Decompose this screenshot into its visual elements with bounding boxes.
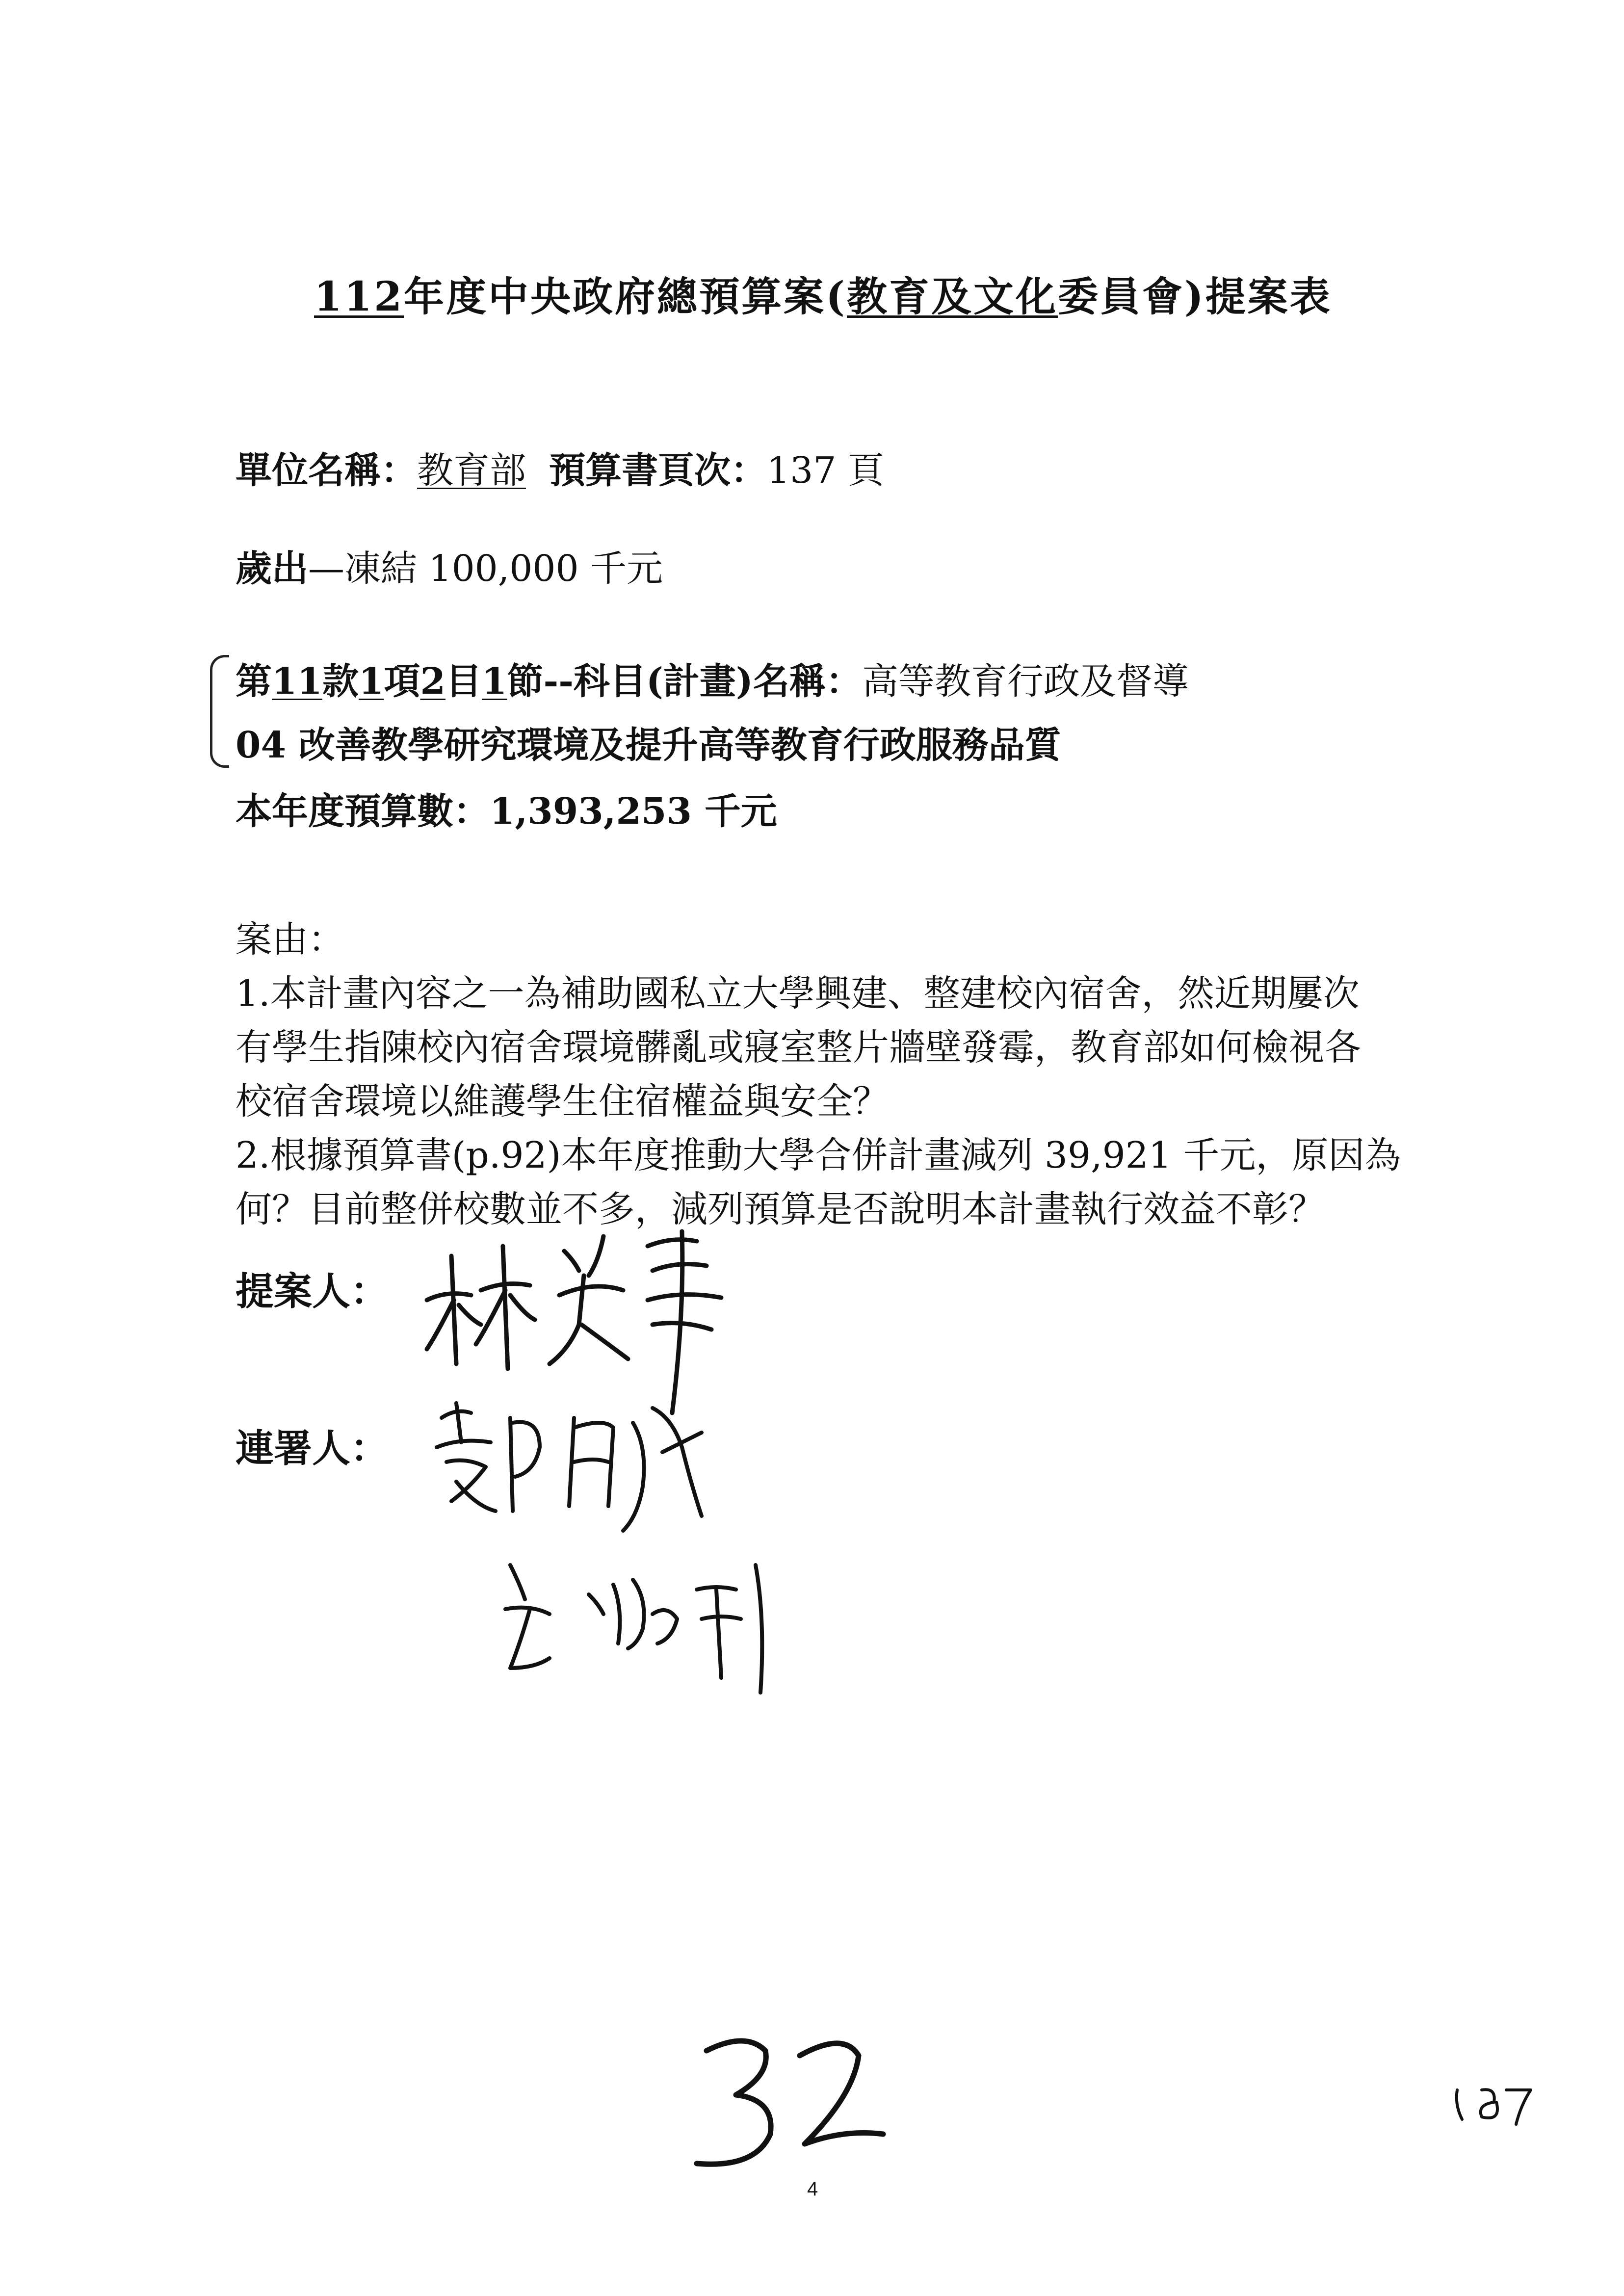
unit-value: 教育部	[417, 449, 526, 492]
reason-label: 案由：	[236, 918, 344, 961]
handwritten-number	[687, 2021, 893, 2183]
budget-label: 本年度預算數：	[236, 790, 490, 833]
budget-page-value: 137 頁	[767, 449, 884, 492]
title-year: 112	[314, 273, 404, 320]
item-prefix: 第	[236, 660, 272, 703]
reason-section	[236, 913, 1401, 1236]
expenditure-value: —凍結 100,000 千元	[308, 548, 663, 590]
reason-line-3: 校宿舍環境以維護學生住宿權益與安全？	[236, 1080, 889, 1122]
item-jie-label: 節--科目(計畫)名稱：	[507, 660, 862, 703]
cosigner-signature-2	[491, 1545, 810, 1707]
budget-value: 1,393,253 千元	[490, 790, 777, 833]
item-mu-label: 目	[445, 660, 482, 703]
item-kuan: 11	[272, 660, 322, 703]
item-jie: 1	[481, 660, 507, 703]
item-name: 高等教育行政及督導	[862, 660, 1189, 703]
item-line-2: 04 改善教學研究環境及提升高等教育行政服務品質	[236, 724, 1061, 766]
item-mu: 2	[420, 660, 445, 703]
handwritten-corner-number	[1447, 2075, 1536, 2134]
item-kuan-label: 款	[322, 660, 359, 703]
expenditure-row	[236, 540, 663, 592]
item-bracket	[210, 655, 229, 768]
proposer-label: 提案人：	[236, 1269, 389, 1314]
cosigner-label: 連署人：	[236, 1426, 389, 1471]
page-title	[314, 265, 1332, 322]
reason-line-5: 何？目前整併校數並不多，減列預算是否說明本計畫執行效益不彰？	[236, 1188, 1325, 1230]
reason-line-2: 有學生指陳校內宿舍環境髒亂或寢室整片牆壁發霉，教育部如何檢視各	[236, 1026, 1361, 1069]
title-prefix: 年度中央政府總預算案(	[404, 273, 847, 320]
cosigner-signature-1	[427, 1388, 746, 1545]
title-committee: 教育及文化	[846, 273, 1058, 320]
item-xiang: 1	[358, 660, 384, 703]
reason-line-4: 2.根據預算書(p.92)本年度推動大學合併計畫減列 39,921 千元，原因為	[236, 1134, 1401, 1176]
unit-row	[236, 442, 884, 494]
unit-label: 單位名稱：	[236, 449, 417, 492]
page-number: 4	[807, 2178, 818, 2200]
budget-page-label: 預算書頁次：	[549, 449, 767, 492]
title-suffix: 委員會)提案表	[1058, 273, 1332, 320]
budget-row	[236, 783, 777, 835]
item-xiang-label: 項	[384, 660, 420, 703]
expenditure-label: 歲出	[236, 548, 308, 590]
item-line-1	[236, 652, 1189, 704]
reason-line-1: 1.本計畫內容之一為補助國私立大學興建、整建校內宿舍，然近期屢次	[236, 972, 1360, 1015]
